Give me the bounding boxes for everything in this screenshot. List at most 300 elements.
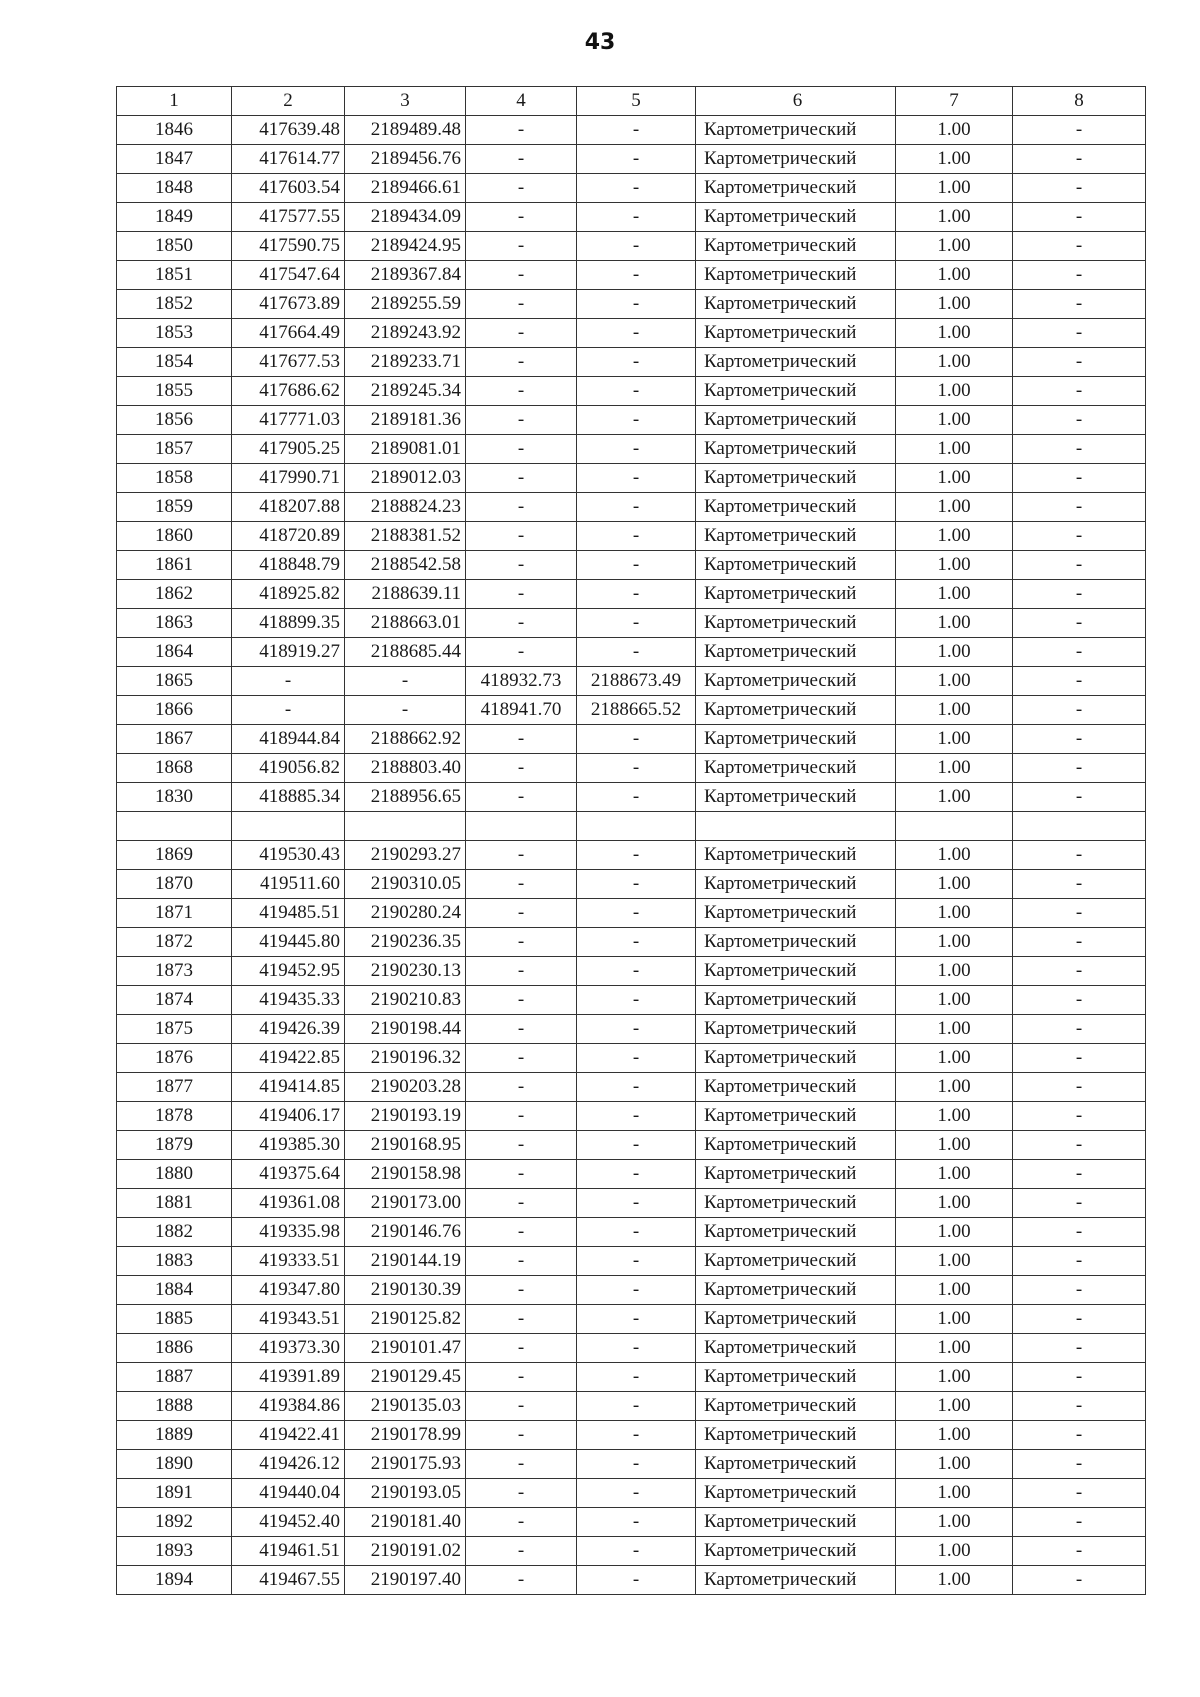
table-cell: 1855 xyxy=(117,377,232,406)
table-cell: - xyxy=(466,406,577,435)
table-cell: Картометрический xyxy=(696,1189,896,1218)
table-cell: - xyxy=(345,667,466,696)
table-cell: 1.00 xyxy=(896,1189,1013,1218)
table-cell: - xyxy=(1013,1421,1146,1450)
table-cell: - xyxy=(577,899,696,928)
table-cell: Картометрический xyxy=(696,551,896,580)
table-cell: 2189489.48 xyxy=(345,116,466,145)
table-cell: - xyxy=(577,1363,696,1392)
table-cell: 1850 xyxy=(117,232,232,261)
table-row xyxy=(117,522,1146,551)
table-cell: - xyxy=(1013,232,1146,261)
table-cell: 419373.30 xyxy=(232,1334,345,1363)
table-cell: - xyxy=(1013,725,1146,754)
table-cell: 1.00 xyxy=(896,261,1013,290)
table-cell: 1.00 xyxy=(896,464,1013,493)
table-cell: - xyxy=(466,290,577,319)
table-cell: 2189424.95 xyxy=(345,232,466,261)
table-cell: - xyxy=(466,1276,577,1305)
table-cell: - xyxy=(1013,1450,1146,1479)
table-cell: - xyxy=(1013,116,1146,145)
table-cell: - xyxy=(1013,1537,1146,1566)
table-cell: 1.00 xyxy=(896,1044,1013,1073)
table-cell: 1870 xyxy=(117,870,232,899)
table-cell: - xyxy=(577,1334,696,1363)
table-cell: Картометрический xyxy=(696,696,896,725)
table-cell: - xyxy=(466,377,577,406)
table-cell: Картометрический xyxy=(696,899,896,928)
table-cell: Картометрический xyxy=(696,986,896,1015)
table-cell: Картометрический xyxy=(696,1015,896,1044)
table-cell xyxy=(696,812,896,841)
table-cell: 2190293.27 xyxy=(345,841,466,870)
column-header: 6 xyxy=(696,87,896,116)
table-cell: - xyxy=(577,870,696,899)
table-cell: 2190181.40 xyxy=(345,1508,466,1537)
table-cell: 1879 xyxy=(117,1131,232,1160)
table-cell: 418925.82 xyxy=(232,580,345,609)
table-cell: - xyxy=(466,232,577,261)
table-cell: 1.00 xyxy=(896,1160,1013,1189)
table-cell: 419422.41 xyxy=(232,1421,345,1450)
table-cell: 1.00 xyxy=(896,928,1013,957)
table-cell: - xyxy=(577,638,696,667)
table-header-row xyxy=(117,87,1146,116)
table-cell: Картометрический xyxy=(696,1044,896,1073)
table-cell: - xyxy=(466,899,577,928)
table-cell: - xyxy=(1013,928,1146,957)
table-cell: - xyxy=(466,1421,577,1450)
table-row xyxy=(117,1537,1146,1566)
table-cell: - xyxy=(577,435,696,464)
table-cell: 2190168.95 xyxy=(345,1131,466,1160)
table-cell: 417603.54 xyxy=(232,174,345,203)
table-cell: 1.00 xyxy=(896,232,1013,261)
table-cell: 1869 xyxy=(117,841,232,870)
table-cell: 2190193.05 xyxy=(345,1479,466,1508)
table-row xyxy=(117,841,1146,870)
table-cell: 419426.12 xyxy=(232,1450,345,1479)
table-cell: - xyxy=(466,261,577,290)
table-cell: 1880 xyxy=(117,1160,232,1189)
table-cell: 417905.25 xyxy=(232,435,345,464)
table-cell: 2190173.00 xyxy=(345,1189,466,1218)
table-row xyxy=(117,1392,1146,1421)
table-row xyxy=(117,638,1146,667)
table-cell: 1876 xyxy=(117,1044,232,1073)
table-cell: Картометрический xyxy=(696,1363,896,1392)
table-cell: 2188803.40 xyxy=(345,754,466,783)
table-cell: - xyxy=(466,464,577,493)
table-cell: 1874 xyxy=(117,986,232,1015)
table-cell: - xyxy=(577,986,696,1015)
table-cell: 1877 xyxy=(117,1073,232,1102)
table-cell: - xyxy=(577,928,696,957)
table-row xyxy=(117,203,1146,232)
table-cell: - xyxy=(577,1537,696,1566)
table-cell: 1885 xyxy=(117,1305,232,1334)
table-cell: - xyxy=(1013,1247,1146,1276)
table-cell: - xyxy=(577,464,696,493)
table-cell: 419384.86 xyxy=(232,1392,345,1421)
table-cell: 2190129.45 xyxy=(345,1363,466,1392)
table-cell: 418941.70 xyxy=(466,696,577,725)
table-cell: 1891 xyxy=(117,1479,232,1508)
table-cell: 2190146.76 xyxy=(345,1218,466,1247)
table-cell: - xyxy=(1013,406,1146,435)
table-cell: - xyxy=(466,986,577,1015)
table-cell xyxy=(117,812,232,841)
table-cell: 418885.34 xyxy=(232,783,345,812)
table-cell: - xyxy=(466,174,577,203)
table-cell: 1.00 xyxy=(896,145,1013,174)
table-cell: 417639.48 xyxy=(232,116,345,145)
table-cell: 418848.79 xyxy=(232,551,345,580)
table-row xyxy=(117,899,1146,928)
table-cell: - xyxy=(577,1189,696,1218)
table-cell: 1.00 xyxy=(896,1537,1013,1566)
table-cell: - xyxy=(577,1276,696,1305)
table-cell: - xyxy=(577,1160,696,1189)
table-row xyxy=(117,1102,1146,1131)
table-cell: 1.00 xyxy=(896,1102,1013,1131)
table-cell: - xyxy=(466,1189,577,1218)
table-row xyxy=(117,696,1146,725)
table-cell: 1.00 xyxy=(896,1276,1013,1305)
table-row xyxy=(117,232,1146,261)
table-row xyxy=(117,667,1146,696)
table-cell: - xyxy=(577,232,696,261)
table-cell: 419485.51 xyxy=(232,899,345,928)
table-cell: 419347.80 xyxy=(232,1276,345,1305)
table-cell: 1.00 xyxy=(896,1334,1013,1363)
coordinate-table xyxy=(116,86,1146,1595)
table-cell: - xyxy=(577,348,696,377)
table-cell xyxy=(896,812,1013,841)
table-cell: Картометрический xyxy=(696,783,896,812)
table-cell: 2190197.40 xyxy=(345,1566,466,1595)
table-cell: 1.00 xyxy=(896,551,1013,580)
table-row xyxy=(117,1305,1146,1334)
table-cell: - xyxy=(466,1073,577,1102)
table-row xyxy=(117,145,1146,174)
table-cell: Картометрический xyxy=(696,1102,896,1131)
column-header: 2 xyxy=(232,87,345,116)
table-cell: - xyxy=(577,783,696,812)
table-cell xyxy=(466,812,577,841)
table-cell: Картометрический xyxy=(696,1305,896,1334)
table-cell: 1.00 xyxy=(896,1392,1013,1421)
table-row xyxy=(117,1450,1146,1479)
table-cell: 1863 xyxy=(117,609,232,638)
table-cell: - xyxy=(1013,667,1146,696)
table-cell: - xyxy=(1013,1160,1146,1189)
table-cell: 1.00 xyxy=(896,580,1013,609)
table-cell: 2190230.13 xyxy=(345,957,466,986)
table-cell: Картометрический xyxy=(696,290,896,319)
table-cell: Картометрический xyxy=(696,638,896,667)
table-cell: - xyxy=(577,725,696,754)
table-cell: 2190193.19 xyxy=(345,1102,466,1131)
table-cell: - xyxy=(577,551,696,580)
table-cell: 1.00 xyxy=(896,406,1013,435)
table-cell: 2190310.05 xyxy=(345,870,466,899)
table-cell: - xyxy=(577,1508,696,1537)
table-cell: - xyxy=(577,493,696,522)
table-cell: 1856 xyxy=(117,406,232,435)
table-cell: 2190178.99 xyxy=(345,1421,466,1450)
table-cell: - xyxy=(577,406,696,435)
table-cell: - xyxy=(232,667,345,696)
table-cell: 2190196.32 xyxy=(345,1044,466,1073)
table-cell: 1.00 xyxy=(896,783,1013,812)
table-cell: - xyxy=(577,1015,696,1044)
table-row xyxy=(117,1015,1146,1044)
table-cell: 1.00 xyxy=(896,493,1013,522)
table-cell: - xyxy=(577,957,696,986)
table-row xyxy=(117,957,1146,986)
table-cell: - xyxy=(1013,464,1146,493)
table-cell: - xyxy=(466,638,577,667)
table-cell: - xyxy=(466,203,577,232)
table-cell: 2190158.98 xyxy=(345,1160,466,1189)
table-cell: 2190135.03 xyxy=(345,1392,466,1421)
table-cell: 2189081.01 xyxy=(345,435,466,464)
table-cell: Картометрический xyxy=(696,1276,896,1305)
table-cell: - xyxy=(1013,435,1146,464)
table-row xyxy=(117,1508,1146,1537)
table-cell: - xyxy=(1013,1189,1146,1218)
table-row xyxy=(117,1247,1146,1276)
table-cell: Картометрический xyxy=(696,1479,896,1508)
table-cell: 417547.64 xyxy=(232,261,345,290)
table-cell: 417771.03 xyxy=(232,406,345,435)
table-cell: 1852 xyxy=(117,290,232,319)
table-cell: - xyxy=(1013,1218,1146,1247)
table-cell: Картометрический xyxy=(696,1566,896,1595)
table-cell: - xyxy=(1013,522,1146,551)
table-cell: - xyxy=(1013,348,1146,377)
table-cell: - xyxy=(1013,1363,1146,1392)
table-cell: - xyxy=(1013,290,1146,319)
table-cell: 418919.27 xyxy=(232,638,345,667)
table-cell xyxy=(1013,812,1146,841)
table-cell: 1.00 xyxy=(896,522,1013,551)
table-cell: - xyxy=(466,1015,577,1044)
table-row xyxy=(117,1189,1146,1218)
table-cell: - xyxy=(577,1073,696,1102)
table-cell: 419461.51 xyxy=(232,1537,345,1566)
table-cell: - xyxy=(1013,1102,1146,1131)
table-cell: - xyxy=(1013,319,1146,348)
table-cell: 1.00 xyxy=(896,319,1013,348)
table-cell: Картометрический xyxy=(696,116,896,145)
table-row xyxy=(117,174,1146,203)
table-cell: 2190130.39 xyxy=(345,1276,466,1305)
table-row xyxy=(117,783,1146,812)
column-header: 7 xyxy=(896,87,1013,116)
table-cell: 2190236.35 xyxy=(345,928,466,957)
table-cell: 1.00 xyxy=(896,609,1013,638)
table-cell: 1.00 xyxy=(896,435,1013,464)
table-cell: - xyxy=(466,1392,577,1421)
table-cell: 2188542.58 xyxy=(345,551,466,580)
table-cell: - xyxy=(466,609,577,638)
table-cell: 1.00 xyxy=(896,957,1013,986)
table-row xyxy=(117,464,1146,493)
table-cell: - xyxy=(466,435,577,464)
table-cell: 418932.73 xyxy=(466,667,577,696)
table-cell xyxy=(577,812,696,841)
table-cell: - xyxy=(466,1305,577,1334)
table-cell: 419511.60 xyxy=(232,870,345,899)
table-cell: - xyxy=(466,1218,577,1247)
table-cell: 1.00 xyxy=(896,1566,1013,1595)
table-cell: 2190144.19 xyxy=(345,1247,466,1276)
table-cell: - xyxy=(466,493,577,522)
table-cell: - xyxy=(577,754,696,783)
table-cell: 1890 xyxy=(117,1450,232,1479)
table-cell: 2189456.76 xyxy=(345,145,466,174)
table-cell: Картометрический xyxy=(696,319,896,348)
table-row xyxy=(117,435,1146,464)
table-cell: 2190191.02 xyxy=(345,1537,466,1566)
table-cell: 2188639.11 xyxy=(345,580,466,609)
table-cell: Картометрический xyxy=(696,928,896,957)
table-row xyxy=(117,986,1146,1015)
table-cell: - xyxy=(466,522,577,551)
table-cell: - xyxy=(466,1247,577,1276)
table-cell: - xyxy=(1013,1479,1146,1508)
table-cell: 1830 xyxy=(117,783,232,812)
table-cell: 418720.89 xyxy=(232,522,345,551)
table-cell: 1887 xyxy=(117,1363,232,1392)
table-cell: 1872 xyxy=(117,928,232,957)
table-cell: 419375.64 xyxy=(232,1160,345,1189)
table-cell: - xyxy=(1013,145,1146,174)
table-cell: 1864 xyxy=(117,638,232,667)
table-cell: 419414.85 xyxy=(232,1073,345,1102)
table-cell: 2189243.92 xyxy=(345,319,466,348)
table-cell: - xyxy=(1013,203,1146,232)
table-row xyxy=(117,1276,1146,1305)
table-cell: 418944.84 xyxy=(232,725,345,754)
table-cell: 1884 xyxy=(117,1276,232,1305)
table-cell: 1.00 xyxy=(896,870,1013,899)
table-cell: 1858 xyxy=(117,464,232,493)
table-cell: - xyxy=(1013,1508,1146,1537)
table-cell: Картометрический xyxy=(696,203,896,232)
table-cell: 1.00 xyxy=(896,1450,1013,1479)
table-cell: 2190280.24 xyxy=(345,899,466,928)
table-cell: 1.00 xyxy=(896,725,1013,754)
table-cell: 1865 xyxy=(117,667,232,696)
table-cell: 1862 xyxy=(117,580,232,609)
table-cell: 1847 xyxy=(117,145,232,174)
table-cell: Картометрический xyxy=(696,232,896,261)
table-cell: Картометрический xyxy=(696,841,896,870)
table-cell: 1893 xyxy=(117,1537,232,1566)
table-row xyxy=(117,551,1146,580)
table-cell: - xyxy=(1013,754,1146,783)
table-cell: Картометрический xyxy=(696,870,896,899)
table-cell: - xyxy=(577,203,696,232)
table-cell: 2188956.65 xyxy=(345,783,466,812)
table-row xyxy=(117,580,1146,609)
table-cell: - xyxy=(577,1102,696,1131)
table-cell: - xyxy=(466,1479,577,1508)
table-cell: - xyxy=(577,261,696,290)
table-cell: - xyxy=(577,145,696,174)
table-cell: - xyxy=(466,1160,577,1189)
table-cell: 2190175.93 xyxy=(345,1450,466,1479)
table-cell: - xyxy=(1013,986,1146,1015)
table-cell: 417677.53 xyxy=(232,348,345,377)
table-cell: - xyxy=(577,1044,696,1073)
table-cell: - xyxy=(577,1305,696,1334)
table-row xyxy=(117,319,1146,348)
table-cell: - xyxy=(577,609,696,638)
table-cell: - xyxy=(577,1392,696,1421)
table-cell: 2188665.52 xyxy=(577,696,696,725)
table-cell: 1.00 xyxy=(896,696,1013,725)
table-cell: - xyxy=(577,1247,696,1276)
table-cell: - xyxy=(466,580,577,609)
table-cell: - xyxy=(466,1334,577,1363)
table-cell: 418207.88 xyxy=(232,493,345,522)
table-cell: Картометрический xyxy=(696,435,896,464)
table-cell: - xyxy=(577,1450,696,1479)
table-cell: 1.00 xyxy=(896,290,1013,319)
table-cell: 419426.39 xyxy=(232,1015,345,1044)
table-row xyxy=(117,290,1146,319)
table-cell: 1.00 xyxy=(896,638,1013,667)
table-cell: - xyxy=(466,1102,577,1131)
table-row xyxy=(117,1073,1146,1102)
table-cell: 419406.17 xyxy=(232,1102,345,1131)
table-cell: 1860 xyxy=(117,522,232,551)
table-cell: 1873 xyxy=(117,957,232,986)
table-cell: - xyxy=(1013,1131,1146,1160)
table-cell: - xyxy=(345,696,466,725)
table-cell: 419385.30 xyxy=(232,1131,345,1160)
table-cell: Картометрический xyxy=(696,754,896,783)
table-cell: 419333.51 xyxy=(232,1247,345,1276)
table-cell: 1.00 xyxy=(896,1363,1013,1392)
table-row xyxy=(117,1421,1146,1450)
table-cell: 2189255.59 xyxy=(345,290,466,319)
table-cell: Картометрический xyxy=(696,1131,896,1160)
table-row xyxy=(117,1334,1146,1363)
table-row xyxy=(117,493,1146,522)
table-cell: Картометрический xyxy=(696,1537,896,1566)
table-row xyxy=(117,261,1146,290)
table-cell: 1882 xyxy=(117,1218,232,1247)
table-cell: - xyxy=(466,928,577,957)
table-cell: 1868 xyxy=(117,754,232,783)
table-cell: 2189245.34 xyxy=(345,377,466,406)
table-cell: Картометрический xyxy=(696,609,896,638)
table-cell: Картометрический xyxy=(696,1160,896,1189)
table-cell: - xyxy=(1013,1015,1146,1044)
table-cell: 2189181.36 xyxy=(345,406,466,435)
table-cell: - xyxy=(466,1044,577,1073)
table-cell: 417590.75 xyxy=(232,232,345,261)
table-cell: 1.00 xyxy=(896,1131,1013,1160)
table-cell: Картометрический xyxy=(696,174,896,203)
table-cell: Картометрический xyxy=(696,957,896,986)
table-cell: - xyxy=(466,957,577,986)
